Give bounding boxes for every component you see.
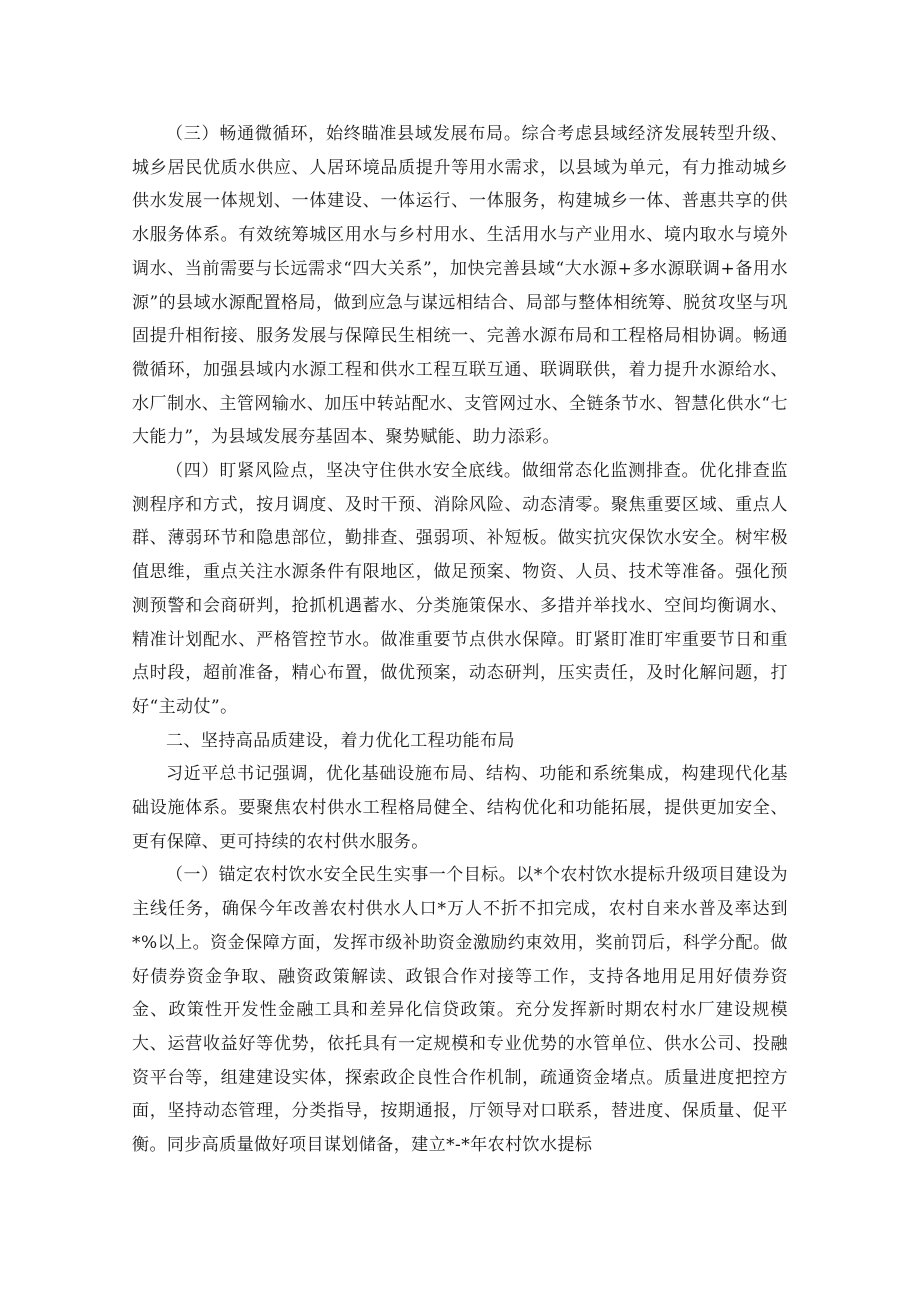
paragraph-section-4: （四）盯紧风险点，坚决守住供水安全底线。做细常态化监测排查。优化排查监测程序和方式，按月调度、及时干预、消除风险、动态清零。聚焦重要区域、重点人群、薄弱环节和隐患部位，勤排查、强弱项、补短板。做实抗灾保饮水安全。树牢极值思维，重点关注水源条件有限地区，做足预案、物资、人员、技术等准备。强化预测预警和会商研判，抢抓机遇蓄水、分类施策保水、多措并举找水、空间均衡调水、精准计划配水、严格管控节水。做准重要节点供水保障。盯紧盯准盯牢重要节日和重点时段，超前准备，精心布置，做优预案，动态研判，压实责任，及时化解问题，打好“主动仗”。 [132, 461, 788, 717]
document-body [132, 118, 788, 1163]
paragraph-subsection-1: （一）锚定农村饮水安全民生实事一个目标。以*个农村饮水提标升级项目建设为主线任务，确保今年改善农村供水人口*万人不折不扣完成，农村自来水普及率达到*%以上。资金保障方面，发挥市级补助资金激励约束效用，奖前罚后，科学分配。做好债券资金争取、融资政策解读、政银合作对接等工作，支持各地用足用好债券资金、政策性开发性金融工具和差异化信贷政策。充分发挥新时期农村水厂建设规模大、运营收益好等优势，依托具有一定规模和专业优势的水管单位、供水公司、投融资平台等，组建建设实体，探索政企良性合作机制，疏通资金堵点。质量进度把控方面，坚持动态管理，分类指导，按期通报，厅领导对口联系，替进度、保质量、促平衡。同步高质量做好项目谋划储备，建立*-*年农村饮水提标 [132, 865, 788, 1156]
paragraph-section-3: （三）畅通微循环，始终瞄准县域发展布局。综合考虑县域经济发展转型升级、城乡居民优质水供应、人居环境品质提升等用水需求，以县域为单元，有力推动城乡供水发展一体规划、一体建设、一体运行、一体服务，构建城乡一体、普惠共享的供水服务体系。有效统筹城区用水与乡村用水、生活用水与产业用水、境内取水与境外调水、当前需要与长远需求“四大关系”，加快完善县域“大水源+多水源联调+备用水源”的县域水源配置格局，做到应急与谋远相结合、局部与整体相统筹、脱贫攻坚与巩固提升相衔接、服务发展与保障民生相统一、完善水源布局和工程格局相协调。畅通微循环，加强县域内水源工程和供水工程互联互通、联调联供，着力提升水源给水、水厂制水、主管网输水、加压中转站配水、支管网过水、全链条节水、智慧化供水“七大能力”，为县域发展夯基固本、聚势赋能、助力添彩。 [132, 124, 788, 448]
paragraph-intro: 习近平总书记强调，优化基础设施布局、结构、功能和系统集成，构建现代化基础设施体系。要聚焦农村供水工程格局健全、结构优化和功能拓展，提供更加安全、更有保障、更可持续的农村供水服务。 [132, 764, 788, 852]
heading-part-2: 二、坚持高品质建设，着力优化工程功能布局 [166, 730, 515, 751]
